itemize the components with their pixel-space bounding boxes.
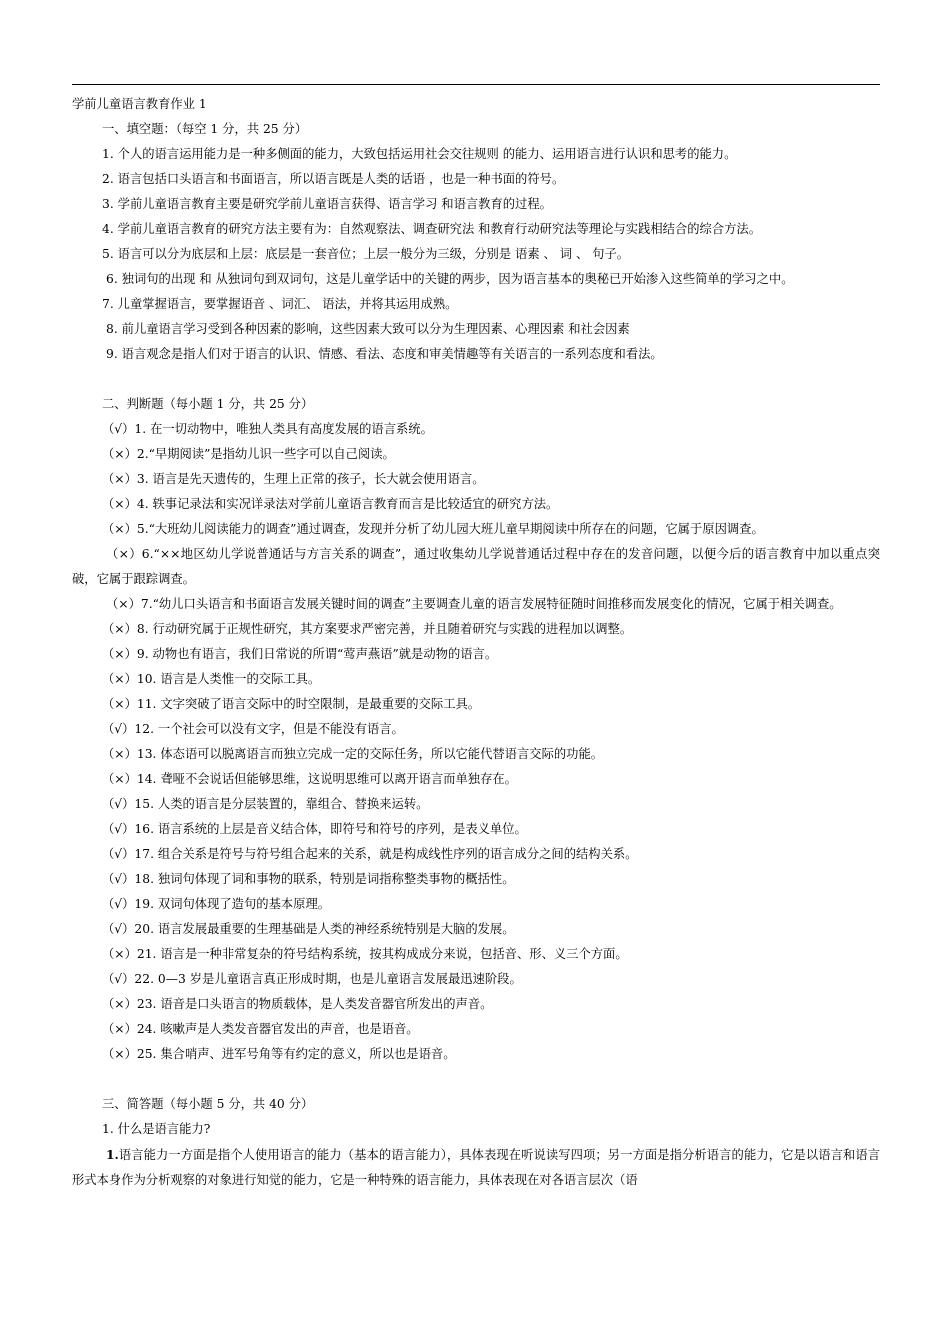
short-question-1: 1. 什么是语言能力? xyxy=(102,1122,211,1136)
judge-item-6: （×）6.“××地区幼儿学说普通话与方言关系的调查”，通过收集幼儿学说普通话过程中存在的发音问题，以便今后的语言教育中加以重点突破，它属于跟踪调查。 xyxy=(72,547,880,586)
judge-item-15: （√）15. 人类的语言是分层装置的，靠组合、替换来运转。 xyxy=(102,797,429,811)
judge-item-9: （×）9. 动物也有语言，我们日常说的所谓“莺声燕语”就是动物的语言。 xyxy=(102,647,498,661)
header-rule xyxy=(72,84,880,85)
doc-title: 学前儿童语言教育作业 1 xyxy=(72,97,207,111)
judge-item-13: （×）13. 体态语可以脱离语言而独立完成一定的交际任务，所以它能代替语言交际的功能。 xyxy=(102,747,604,761)
section1-heading: 一、填空题：（每空 1 分，共 25 分） xyxy=(102,122,308,136)
judge-item-3: （×）3. 语言是先天遗传的，生理上正常的孩子，长大就会使用语言。 xyxy=(102,472,485,486)
judge-item-8: （×）8. 行动研究属于正规性研究，其方案要求严密完善，并且随着研究与实践的进程加以调整。 xyxy=(102,622,633,636)
judge-item-5: （×）5.“大班幼儿阅读能力的调查”通过调查，发现并分析了幼儿园大班儿童早期阅读中所存在的问题，它属于原因调查。 xyxy=(102,522,764,536)
judge-item-12: （√）12. 一个社会可以没有文字，但是不能没有语言。 xyxy=(102,722,404,736)
judge-item-10: （×）10. 语言是人类惟一的交际工具。 xyxy=(102,672,321,686)
fill-item-3: 3. 学前儿童语言教育主要是研究学前儿童语言获得、语言学习 和语言教育的过程。 xyxy=(102,197,552,211)
fill-item-6: 6. 独词句的出现 和 从独词句到双词句，这是儿童学话中的关键的两步，因为语言基本的奥秘已开始渗入这些简单的学习之中。 xyxy=(106,272,794,286)
judge-item-4: （×）4. 轶事记录法和实况详录法对学前儿童语言教育而言是比较适宜的研究方法。 xyxy=(102,497,559,511)
fill-item-7: 7. 儿童掌握语言，要掌握语音 、词汇、 语法，并将其运用成熟。 xyxy=(102,297,458,311)
judge-item-17: （√）17. 组合关系是符号与符号组合起来的关系，就是构成线性序列的语言成分之间的结构关系。 xyxy=(102,847,638,861)
judge-item-23: （×）23. 语音是口头语言的物质载体，是人类发音器官所发出的声音。 xyxy=(102,997,493,1011)
judge-item-20: （√）20. 语言发展最重要的生理基础是人类的神经系统特别是大脑的发展。 xyxy=(102,922,515,936)
answer-text: 语言能力一方面是指个人使用语言的能力（基本的语言能力），具体表现在听说读写四项；另一方面是指分析语言的能力，它是以语言和语言形式本身作为分析观察的对象进行知觉的能力，它是一种特殊的语言能力，具体表现在对各语言层次（语 xyxy=(72,1148,880,1187)
judge-item-22: （√）22. 0—3 岁是儿童语言真正形成时期，也是儿童语言发展最迅速阶段。 xyxy=(102,972,522,986)
document-body xyxy=(72,92,880,1193)
judge-item-1: （√）1. 在一切动物中，唯独人类具有高度发展的语言系统。 xyxy=(102,422,433,436)
fill-item-4: 4. 学前儿童语言教育的研究方法主要有为：自然观察法、调查研究法 和教育行动研究法等理论与实践相结合的综合方法。 xyxy=(102,222,761,236)
judge-item-18: （√）18. 独词句体现了词和事物的联系，特别是词指称整类事物的概括性。 xyxy=(102,872,515,886)
judge-item-24: （×）24. 咳嗽声是人类发音器官发出的声音，也是语音。 xyxy=(102,1022,419,1036)
judge-item-19: （√）19. 双词句体现了造句的基本原理。 xyxy=(102,897,331,911)
judge-item-7: （×）7.“幼儿口头语言和书面语言发展关键时间的调查”主要调查儿童的语言发展特征随时间推移而发展变化的情况，它属于相关调查。 xyxy=(106,597,842,611)
judge-item-21: （×）21. 语言是一种非常复杂的符号结构系统，按其构成成分来说，包括音、形、义三个方面。 xyxy=(102,947,628,961)
fill-item-5: 5. 语言可以分为底层和上层：底层是一套音位；上层一般分为三级，分别是 语素 、 词 、 句子。 xyxy=(102,247,630,261)
fill-item-9: 9. 语言观念是指人们对于语言的认识、情感、看法、态度和审美情趣等有关语言的一系列态度和看法。 xyxy=(106,347,663,361)
judge-item-2: （×）2.“早期阅读”是指幼儿识一些字可以自己阅读。 xyxy=(102,447,395,461)
answer-number: 1. xyxy=(106,1147,119,1162)
section2-heading: 二、判断题（每小题 1 分，共 25 分） xyxy=(102,397,314,411)
judge-item-11: （×）11. 文字突破了语言交际中的时空限制，是最重要的交际工具。 xyxy=(102,697,481,711)
judge-item-14: （×）14. 聋哑不会说话但能够思维，这说明思维可以离开语言而单独存在。 xyxy=(102,772,517,786)
fill-item-2: 2. 语言包括口头语言和书面语言，所以语言既是人类的话语 ，也是一种书面的符号。 xyxy=(102,172,565,186)
judge-item-16: （√）16. 语言系统的上层是音义结合体，即符号和符号的序列，是表义单位。 xyxy=(102,822,527,836)
fill-item-8: 8. 前儿童语言学习受到各种因素的影响，这些因素大致可以分为生理因素、心理因素 和社会因素 xyxy=(106,322,630,336)
judge-item-25: （×）25. 集合哨声、进军号角等有约定的意义，所以也是语音。 xyxy=(102,1047,456,1061)
fill-item-1: 1. 个人的语言运用能力是一种多侧面的能力，大致包括运用社会交往规则 的能力、运用语言进行认识和思考的能力。 xyxy=(102,147,737,161)
short-answer-1 xyxy=(72,1142,880,1193)
section3-heading: 三、简答题（每小题 5 分，共 40 分） xyxy=(102,1097,314,1111)
